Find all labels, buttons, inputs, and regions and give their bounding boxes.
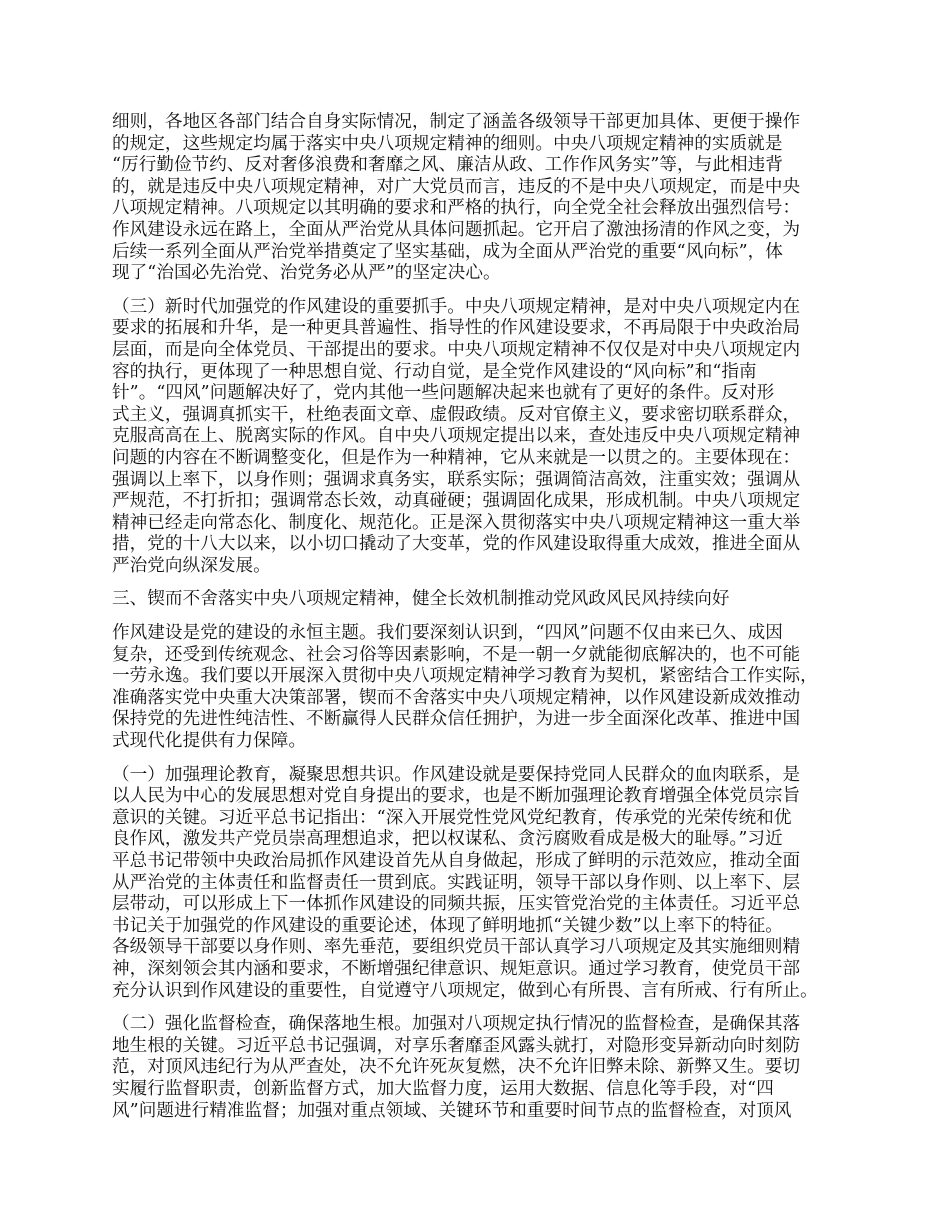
paragraph-section-3-important-lever [112, 297, 842, 578]
text-line: 准确落实党中央重大决策部署，锲而不舍落实中央八项规定精神，以作风建设新成效推动 [112, 687, 801, 708]
text-line: 平总书记带领中央政治局抓作风建设首先从自身做起，形成了鲜明的示范效应，推动全面 [112, 851, 801, 871]
paragraph-subsection-1-theory-education [112, 765, 842, 1003]
text-line: 从严治党的主体责任和监督责任一贯到底。实践证明，领导干部以身作则、以上率下、层 [112, 872, 801, 893]
text-line: 神，深刻领会其内涵和要求，不断增强纪律意识、规矩意识。通过学习教育，使党员干部 [112, 958, 801, 979]
text-line: （三）新时代加强党的作风建设的重要抓手。中央八项规定精神，是对中央八项规定内在 [112, 296, 801, 317]
text-line: 良作风，激发共产党员崇高理想追求，把以权谋私、贪污腐败看成是极大的耻辱。”习近 [112, 829, 783, 850]
document-page [112, 112, 842, 1134]
paragraph-subsection-2-supervision [112, 1014, 842, 1122]
text-line: 式现代化提供有力保障。 [112, 731, 307, 752]
text-line: 风”问题进行精准监督；加强对重点领域、关键环节和重要时间节点的监督检查，对顶风 [112, 1100, 792, 1121]
text-line: 的，就是违反中央八项规定精神，对广大党员而言，违反的不是中央八项规定，而是中央 [112, 176, 801, 197]
text-line: 层面，而是向全体党员、干部提出的要求。中央八项规定精神不仅仅是对中央八项规定内 [112, 339, 801, 360]
text-line: 严治党向纵深发展。 [112, 555, 271, 576]
text-line: 意识的关键。习近平总书记指出：“深入开展党性党风党纪教育，传承党的光荣传统和优 [112, 807, 792, 828]
text-line: （二）强化监督检查，确保落地生根。加强对八项规定执行情况的监督检查，是确保其落 [112, 1014, 801, 1035]
text-line: 式主义，强调真抓实干，杜绝表面文章、虚假政绩。反对官僚主义，要求密切联系群众， [112, 404, 801, 425]
text-line: 要求的拓展和升华，是一种更具普遍性、指导性的作风建设要求，不再局限于中央政治局 [112, 318, 801, 339]
text-line: 容的执行，更体现了一种思想自觉、行动自觉，是全党作风建设的“风向标”和“指南 [112, 361, 757, 382]
text-line: 保持党的先进性纯洁性、不断赢得人民群众信任拥护，为进一步全面深化改革、推进中国 [112, 709, 801, 730]
text-line: 针”。“四风”问题解决好了，党内其他一些问题解决起来也就有了更好的条件。反对形 [112, 383, 775, 404]
text-line: 以人民为中心的发展思想对党自身提出的要求，也是不断加强理论教育增强全体党员宗旨 [112, 786, 801, 807]
paragraph-eight-rules-details [112, 112, 842, 285]
text-line: “厉行勤俭节约、反对奢侈浪费和奢靡之风、廉洁从政、工作作风务实”等，与此相违背 [112, 155, 783, 176]
text-line: 精神已经走向常态化、制度化、规范化。正是深入贯彻落实中央八项规定精神这一重大举 [112, 512, 801, 533]
section-heading-three [112, 589, 842, 611]
text-line: 充分认识到作风建设的重要性，自觉遵守八项规定，做到心有所畏、言有所戒、行有所止。 [112, 980, 818, 1001]
text-line: 地生根的关键。习近平总书记强调，对享乐奢靡歪风露头就打，对隐形变异新动向时刻防 [112, 1035, 801, 1056]
text-line: 措，党的十八大以来，以小切口撬动了大变革，党的作风建设取得重大成效，推进全面从 [112, 534, 801, 555]
text-line: 一劳永逸。我们要以开展深入贯彻中央八项规定精神学习教育为契机，紧密结合工作实际， [112, 666, 818, 687]
text-line: 层带动，可以形成上下一体抓作风建设的同频共振，压实管党治党的主体责任。习近平总 [112, 894, 801, 915]
text-line: 现了“治国必先治党、治党务必从严”的坚定决心。 [112, 263, 501, 284]
text-line: 复杂，还受到传统观念、社会习俗等因素影响，不是一朝一夕就能彻底解决的，也不可能 [112, 644, 801, 665]
text-line: 范，对顶风违纪行为从严查处，决不允许死灰复燃，决不允许旧弊未除、新弊又生。要切 [112, 1057, 801, 1078]
paragraph-eternal-theme [112, 623, 842, 753]
text-line: 细则，各地区各部门结合自身实际情况，制定了涵盖各级领导干部更加具体、更便于操作 [112, 112, 801, 132]
text-line: 书记关于加强党的作风建设的重要论述，体现了鲜明地抓“关键少数”以上率下的特征。 [112, 915, 783, 936]
text-line: 后续一系列全面从严治党举措奠定了坚实基础，成为全面从严治党的重要“风向标”，体 [112, 241, 783, 262]
text-line: 严规范，不打折扣；强调常态长效，动真碰硬；强调固化成果，形成机制。中央八项规定 [112, 491, 801, 512]
heading-text: 三、锲而不舍落实中央八项规定精神，健全长效机制推动党风政风民风持续向好 [112, 589, 730, 610]
text-line: 各级领导干部要以身作则、率先垂范，要组织党员干部认真学习八项规定及其实施细则精 [112, 937, 801, 958]
text-line: 的规定，这些规定均属于落实中央八项规定精神的细则。中央八项规定精神的实质就是 [112, 133, 783, 154]
text-line: 实履行监督职责，创新监督方式，加大监督力度，运用大数据、信息化等手段，对“四 [112, 1078, 774, 1099]
text-line: （一）加强理论教育，凝聚思想共识。作风建设就是要保持党同人民群众的血肉联系，是 [112, 764, 801, 785]
text-line: 克服高高在上、脱离实际的作风。自中央八项规定提出以来，查处违反中央八项规定精神 [112, 426, 801, 447]
text-line: 问题的内容在不断调整变化，但是作为一种精神，它从来就是一以贯之的。主要体现在： [112, 447, 801, 468]
text-line: 作风建设永远在路上，全面从严治党从具体问题抓起。它开启了激浊扬清的作风之变，为 [112, 219, 801, 240]
text-line: 八项规定精神。八项规定以其明确的要求和严格的执行，向全党全社会释放出强烈信号： [112, 198, 801, 219]
text-line: 强调以上率下，以身作则；强调求真务实，联系实际；强调简洁高效，注重实效；强调从 [112, 469, 801, 490]
text-line: 作风建设是党的建设的永恒主题。我们要深刻认识到，“四风”问题不仅由来已久、成因 [112, 623, 783, 644]
